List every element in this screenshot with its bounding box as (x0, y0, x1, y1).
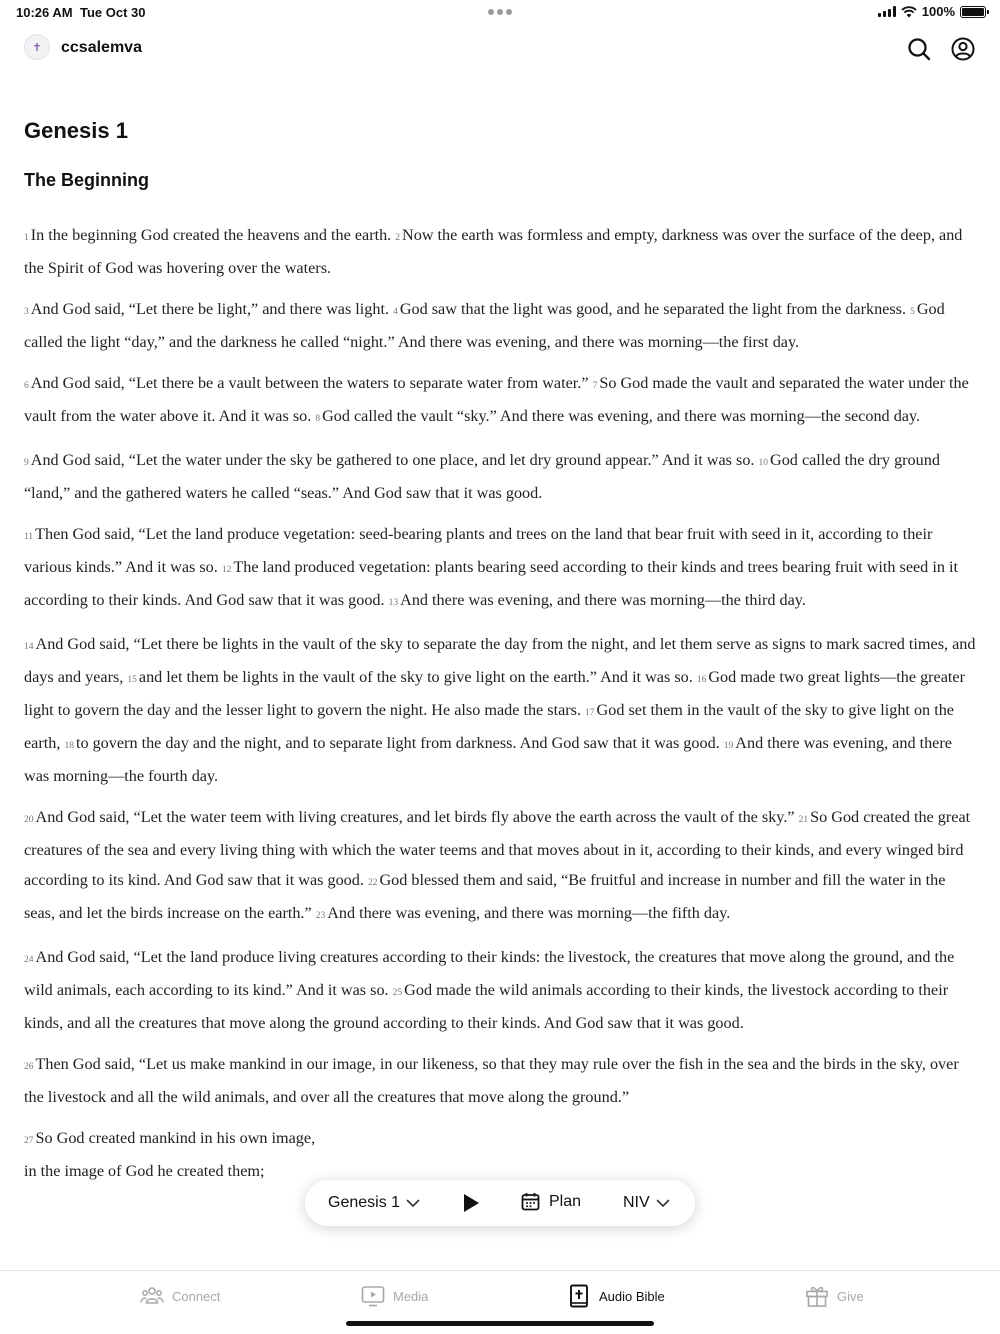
verse-number: 25 (392, 988, 403, 998)
tab-give-label: Give (837, 1288, 864, 1304)
passage-text (24, 220, 980, 1186)
verse-number: 10 (758, 458, 769, 468)
verse-number: 16 (696, 675, 707, 685)
book-chapter-selector[interactable] (328, 1194, 420, 1212)
verse-number: 19 (723, 741, 734, 751)
verse-text[interactable]: And there was evening, and there was morning—the fifth day. (327, 904, 731, 922)
version-label: NIV (623, 1194, 650, 1211)
verse-number: 17 (585, 708, 595, 718)
book-chapter-label: Genesis 1 (328, 1194, 401, 1211)
verse-number: 11 (24, 532, 34, 542)
verse-number: 15 (127, 675, 137, 685)
chevron-down-icon (406, 1199, 420, 1208)
verse-number: 23 (315, 911, 326, 921)
tab-give[interactable] (805, 1284, 864, 1308)
verse-number: 13 (388, 598, 399, 608)
wifi-icon (901, 6, 917, 18)
bible-reader (24, 112, 980, 1197)
poetry-paragraph (24, 1123, 980, 1186)
verse-number: 14 (24, 642, 34, 652)
verse-text[interactable]: God blessed them and said, “Be fruitful and increase in number and fill the water in the seas, and let the birds increase on the earth.” (24, 871, 946, 922)
verse-text[interactable]: Now the earth was formless and empty, darkness was over the surface of the deep, and the Spirit of God was hovering over the waters. (24, 226, 963, 277)
paragraph (24, 629, 980, 791)
battery-percent: 100% (921, 4, 955, 19)
verse-text[interactable]: God set them in the vault of the sky to give light on the earth, (24, 701, 954, 752)
paragraph (24, 519, 980, 618)
play-icon[interactable] (461, 1192, 481, 1214)
tab-audio-bible-label: Audio Bible (599, 1288, 665, 1304)
tab-connect[interactable] (140, 1284, 220, 1308)
tab-media-label: Media (393, 1288, 429, 1304)
multitasking-dots-icon[interactable] (488, 9, 512, 15)
people-icon (140, 1284, 164, 1308)
verse-text[interactable]: Then God said, “Let the land produce vegetation: seed-bearing plants and trees on the land that bear fruit with seed in it, according to their various kinds.” And it was so. (24, 525, 933, 576)
verse-number: 22 (367, 878, 378, 888)
verse-number: 27 (24, 1136, 34, 1146)
home-indicator[interactable] (346, 1321, 654, 1326)
plan-button[interactable] (521, 1192, 581, 1211)
paragraph (24, 220, 980, 283)
status-indicators (878, 4, 986, 19)
verse-text[interactable]: God made the wild animals according to their kinds, the livestock according to their kinds, and all the creatures that move along the ground according to their kinds. And God saw that it was good. (24, 981, 949, 1032)
paragraph (24, 294, 980, 357)
verse-number: 2 (395, 233, 401, 243)
verse-text[interactable]: And God said, “Let the land produce living creatures according to their kinds: the livestock, the creatures that move along the ground, and the wild animals, each according to its kind.” And it was so. (24, 948, 955, 999)
battery-icon (960, 6, 986, 18)
verse-text[interactable]: God called the light “day,” and the darkness he called “night.” And there was evening, and there was morning—the first day. (24, 300, 945, 351)
verse-text[interactable]: And God said, “Let the water under the sky be gathered to one place, and let dry ground appear.” And it was so. (30, 451, 755, 469)
verse-number: 21 (798, 815, 809, 825)
verse-number: 4 (393, 307, 398, 317)
verse-number: 18 (64, 741, 74, 751)
calendar-icon (521, 1192, 540, 1211)
bible-icon (567, 1284, 591, 1308)
verse-text[interactable]: and let them be lights in the vault of the sky to give light on the earth.” And it was so. (138, 668, 693, 686)
verse-number: 24 (24, 955, 34, 965)
section-heading: The Beginning (24, 170, 149, 190)
paragraph (24, 942, 980, 1038)
verse-text[interactable]: And there was evening, and there was morning—the third day. (400, 591, 806, 609)
verse-number: 5 (910, 307, 915, 317)
tab-audio-bible[interactable] (567, 1284, 665, 1308)
verse-text[interactable]: In the beginning God created the heavens and the earth. (30, 226, 392, 244)
plan-label: Plan (549, 1192, 582, 1210)
verse-text[interactable]: And God said, “Let there be light,” and there was light. (30, 300, 390, 318)
paragraph (24, 802, 980, 931)
verse-text[interactable]: God made two great lights—the greater light to govern the day and the lesser light to govern the night. He also made the stars. (24, 668, 965, 719)
verse-text[interactable]: And God said, “Let there be a vault between the waters to separate water from water.” (30, 374, 589, 392)
status-time: 10:26 AM (16, 5, 73, 20)
status-bar (0, 0, 1000, 24)
paragraph (24, 368, 980, 434)
version-selector[interactable] (623, 1194, 670, 1212)
tab-connect-label: Connect (172, 1288, 221, 1304)
account-icon[interactable] (950, 36, 976, 62)
reader-control-bar (305, 1180, 695, 1226)
verse-text[interactable]: to govern the day and the night, and to separate light from darkness. And God saw that it was good. (75, 734, 720, 752)
verse-text[interactable]: God called the vault “sky.” And there was evening, and there was morning—the second day. (322, 407, 921, 425)
chevron-down-icon (656, 1199, 670, 1208)
verse-text[interactable]: God called the dry ground “land,” and the gathered waters he called “seas.” And God saw that it was good. (24, 451, 940, 502)
verse-text[interactable]: So God created the great creatures of the sea and every living thing with which the water teems and that moves about in it, according to their kinds, and every winged bird according to its kind. And God saw that it was good. (24, 808, 971, 889)
verse-text[interactable]: God saw that the light was good, and he separated the light from the darkness. (399, 300, 907, 318)
poetry-line[interactable] (24, 1123, 980, 1156)
verse-text[interactable]: The land produced vegetation: plants bearing seed according to their kinds and trees bearing fruit with seed in it according to their kinds. And God saw that it was good. (24, 558, 958, 609)
status-date: Tue Oct 30 (80, 5, 146, 20)
verse-number: 26 (24, 1062, 34, 1072)
chapter-title: Genesis 1 (24, 118, 128, 143)
verse-text[interactable]: And God said, “Let the water teem with living creatures, and let birds fly above the earth across the vault of the sky.” (35, 808, 795, 826)
verse-text: So God created mankind in his own image, (35, 1129, 316, 1147)
verse-number: 7 (592, 381, 598, 391)
cellular-signal-icon (878, 6, 896, 17)
tab-media[interactable] (361, 1284, 428, 1308)
play-screen-icon (361, 1284, 385, 1308)
verse-number: 9 (24, 458, 29, 468)
verse-number: 20 (24, 815, 34, 825)
verse-text[interactable]: So God made the vault and separated the water under the vault from the water above it. And it was so. (24, 374, 969, 425)
church-logo-icon[interactable]: ✝ (24, 34, 50, 60)
gift-icon (805, 1284, 829, 1308)
verse-number: 12 (221, 565, 232, 575)
verse-text: in the image of God he created them; (24, 1162, 265, 1180)
verse-text[interactable]: And God said, “Let there be lights in the vault of the sky to separate the day from the night, and let them serve as signs to mark sacred times, and days and years, (24, 635, 976, 686)
paragraph (24, 445, 980, 508)
verse-number: 3 (24, 307, 29, 317)
verse-number: 1 (24, 233, 29, 243)
verse-text[interactable]: And there was evening, and there was morning—the fourth day. (24, 734, 952, 785)
paragraph (24, 1049, 980, 1112)
verse-number: 8 (315, 414, 321, 424)
verse-text[interactable]: Then God said, “Let us make mankind in our image, in our likeness, so that they may rule over the fish in the sea and the birds in the sky, over the livestock and all the wild animals, and over all the creatures that move along the ground.” (24, 1055, 959, 1106)
search-icon[interactable] (906, 36, 932, 62)
app-header (0, 30, 1000, 66)
verse-number: 6 (24, 381, 29, 391)
app-name[interactable]: ccsalemva (61, 39, 142, 56)
